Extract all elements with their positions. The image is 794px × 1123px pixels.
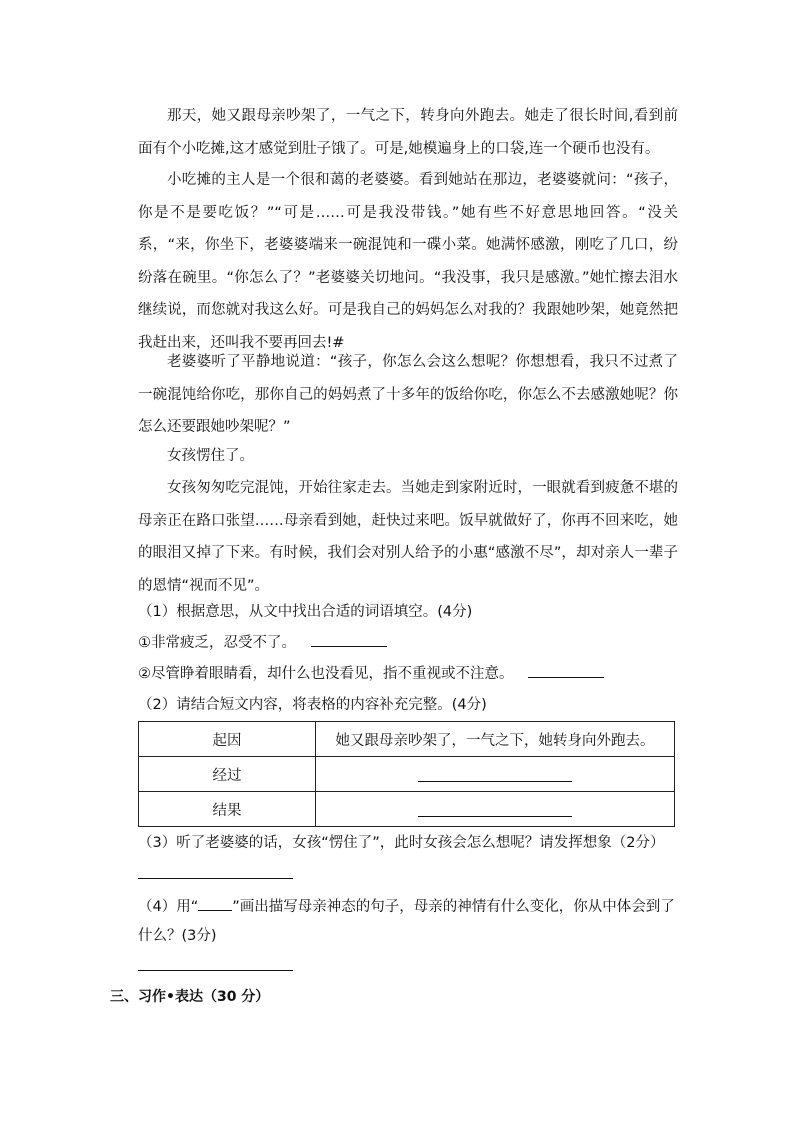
story-paragraph-2: 小吃摊的主人是一个很和蔼的老婆婆。看到她站在那边，老婆婆就问：“孩子，你是不是要吃饭？”“可是……可是我没带钱。”她有些不好意思地回答。“没关系，“来，你坐下，老婆婆端来一碗混饨和一碟小菜。她满怀感激，刚吃了几口，纷纷落在碗里。“你怎么了？”老婆婆关切地问。“我没事，我只是感激。”她忙擦去泪水继续说，而您就对我这么好。可是我自己的妈妈怎么对我的？我跟她吵架，她竟然把我赶出来，还叫我不要再回去!# — [138, 172, 678, 351]
question-1-item-a — [138, 631, 698, 655]
table-label-process: 经过 — [139, 757, 316, 792]
question-1: （1）根据意思，从文中找出合适的词语填空。(4分) — [138, 604, 473, 620]
question-1-item-b-text: ②尽管睁着眼睛看，却什么也没看见，指不重视或不注意。 — [138, 666, 514, 682]
section-title: 三、习作•表达（30 分） — [110, 989, 270, 1005]
table-value-cause: 她又跟母亲吵架了，一气之下，她转身向外跑去。 — [316, 722, 675, 757]
question-2: （2）请结合短文内容，将表格的内容补充完整。(4分) — [138, 697, 487, 713]
question-3: （3）听了老婆婆的话，女孩“愣住了”，此时女孩会怎么想呢？请发挥想象（2分） — [138, 835, 665, 851]
answer-line-3[interactable] — [138, 878, 293, 879]
question-4-line-2: 什么？(3分) — [138, 928, 217, 944]
table-value-process[interactable] — [316, 757, 675, 792]
answer-blank-1a[interactable] — [311, 645, 387, 647]
underline-sample — [198, 896, 232, 911]
story-paragraph-1: 那天，她又跟母亲吵架了，一气之下，转身向外跑去。她走了很长时间,看到前面有个小吃摊,这才感觉到肚子饿了。可是,她模遍身上的口袋,连一个硬币也没有。 — [138, 108, 678, 157]
answer-line-4[interactable] — [138, 970, 293, 971]
story-paragraph-3: 老婆婆听了平静地说道：“孩子，你怎么会这么想呢？你想想看，我只不过煮了一碗混饨给你吃，那你自己的妈妈煮了十多年的饭给你吃，你怎么不去感激她呢？你怎么还要跟她吵架呢？” — [138, 354, 678, 435]
table-row — [139, 757, 675, 792]
answer-blank-process[interactable] — [418, 763, 572, 782]
answer-blank-result[interactable] — [418, 798, 572, 817]
question-1-item-b — [138, 662, 698, 686]
question-4-suffix: ”画出描写母亲神态的句子，母亲的神情有什么变化，你从中体会到了 — [232, 899, 675, 915]
question-1-item-a-text: ①非常疲乏，忍受不了。 — [138, 635, 296, 651]
table-value-result[interactable] — [316, 792, 675, 827]
table-row — [139, 722, 675, 757]
story-paragraph-4: 女孩愣住了。 — [167, 448, 254, 464]
story-table — [138, 721, 675, 827]
story-paragraph-5: 女孩匆匆吃完混饨，开始往家走去。当她走到家附近时，一眼就看到疲惫不堪的母亲正在路口张望……母亲看到她，赶快过来吧。饭早就做好了，你再不回来吃，她的眼泪又掉了下来。有时候，我们会对别人给予的小惠“感激不尽”，却对亲人一辈子的恩情“视而不见”。 — [138, 480, 678, 594]
table-row — [139, 792, 675, 827]
question-4-line-1 — [138, 895, 698, 919]
answer-blank-1b[interactable] — [528, 676, 604, 678]
table-label-cause: 起因 — [139, 722, 316, 757]
question-4-prefix: （4）用“ — [138, 899, 199, 915]
table-label-result: 结果 — [139, 792, 316, 827]
